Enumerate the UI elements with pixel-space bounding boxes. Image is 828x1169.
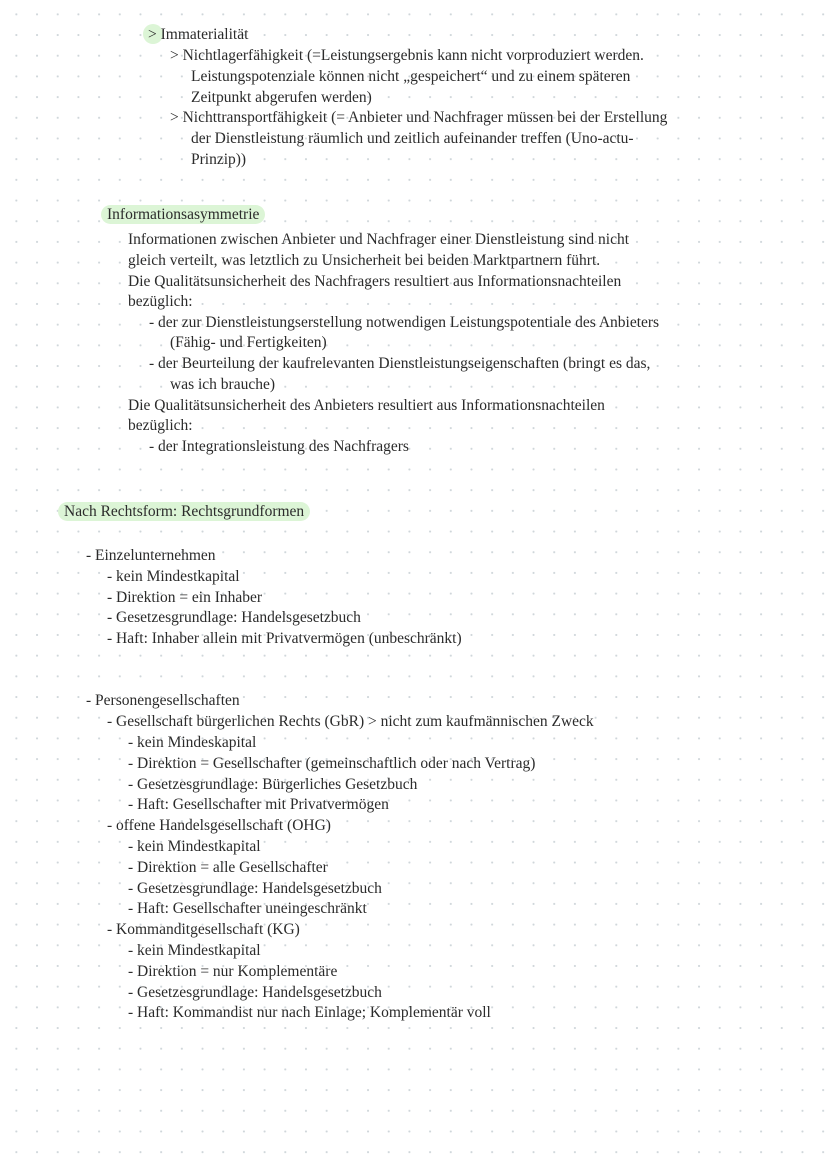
einzel-title: - Einzelunternehmen (86, 547, 216, 564)
rechtsform-heading: Nach Rechtsform: Rechtsgrundformen (58, 502, 310, 521)
immaterial-line: Zeitpunkt abgerufen werden) (191, 89, 372, 106)
immaterial-line: > Nichtlagerfähigkeit (=Leistungsergebnis kann nicht vorproduziert werden. (170, 47, 644, 64)
info-line: (Fähig- und Fertigkeiten) (170, 334, 327, 351)
kg-title: - Kommanditgesellschaft (KG) (107, 921, 300, 938)
gbr-item: - Haft: Gesellschafter mit Privatvermögen (128, 796, 389, 813)
kg-item: - Haft: Kommandist nur nach Einlage; Komplementär voll (128, 1004, 491, 1021)
immaterial-line: Prinzip)) (191, 151, 247, 168)
ohg-item: - Haft: Gesellschafter uneingeschränkt (128, 900, 367, 917)
personen-title: - Personengesellschaften (86, 692, 240, 709)
ohg-item: - kein Mindestkapital (128, 838, 261, 855)
gbr-item: - Gesetzesgrundlage: Bürgerliches Gesetzbuch (128, 776, 418, 793)
gbr-item: - kein Mindeskapital (128, 734, 257, 751)
info-heading-wrap (107, 205, 265, 225)
info-heading: Informationsasymmetrie (101, 205, 265, 224)
ohg-title: - offene Handelsgesellschaft (OHG) (107, 817, 331, 834)
info-line: gleich verteilt, was letztlich zu Unsicherheit bei beiden Marktpartnern führt. (128, 252, 601, 269)
einzel-item: - Gesetzesgrundlage: Handelsgesetzbuch (107, 609, 361, 626)
info-line: - der Beurteilung der kaufrelevanten Dienstleistungseigenschaften (bringt es das, (149, 355, 651, 372)
gbr-item: - Direktion = Gesellschafter (gemeinschaftlich oder nach Vertrag) (128, 755, 536, 772)
einzel-item: - Haft: Inhaber allein mit Privatvermögen (unbeschränkt) (107, 630, 462, 647)
info-line: Informationen zwischen Anbieter und Nachfrager einer Dienstleistung sind nicht (128, 231, 630, 248)
info-line: Die Qualitätsunsicherheit des Nachfragers resultiert aus Informationsnachteilen (128, 273, 622, 290)
info-line: was ich brauche) (170, 376, 276, 393)
einzel-item: - kein Mindestkapital (107, 568, 240, 585)
rechtsform-heading-wrap (64, 502, 310, 522)
immaterial-line: Leistungspotenziale können nicht „gespeichert“ und zu einem späteren (191, 68, 631, 85)
kg-item: - Direktion = nur Komplementäre (128, 963, 338, 980)
gbr-title: - Gesellschaft bürgerlichen Rechts (GbR) > nicht zum kaufmännischen Zweck (107, 713, 594, 730)
kg-item: - kein Mindestkapital (128, 942, 261, 959)
immaterial-title: > Immaterialität (148, 26, 249, 43)
ohg-item: - Gesetzesgrundlage: Handelsgesetzbuch (128, 880, 382, 897)
einzel-item: - Direktion = ein Inhaber (107, 589, 263, 606)
kg-item: - Gesetzesgrundlage: Handelsgesetzbuch (128, 984, 382, 1001)
info-line: - der zur Dienstleistungserstellung notwendigen Leistungspotentiale des Anbieters (149, 314, 660, 331)
info-line: bezüglich: (128, 293, 193, 310)
immaterial-line: der Dienstleistung räumlich und zeitlich aufeinander treffen (Uno-actu- (191, 130, 634, 147)
info-line: bezüglich: (128, 417, 193, 434)
info-line: Die Qualitätsunsicherheit des Anbieters resultiert aus Informationsnachteilen (128, 397, 605, 414)
info-line: - der Integrationsleistung des Nachfragers (149, 438, 409, 455)
ohg-item: - Direktion = alle Gesellschafter (128, 859, 328, 876)
immaterial-line: > Nichttransportfähigkeit (= Anbieter und Nachfrager müssen bei der Erstellung (170, 109, 668, 126)
